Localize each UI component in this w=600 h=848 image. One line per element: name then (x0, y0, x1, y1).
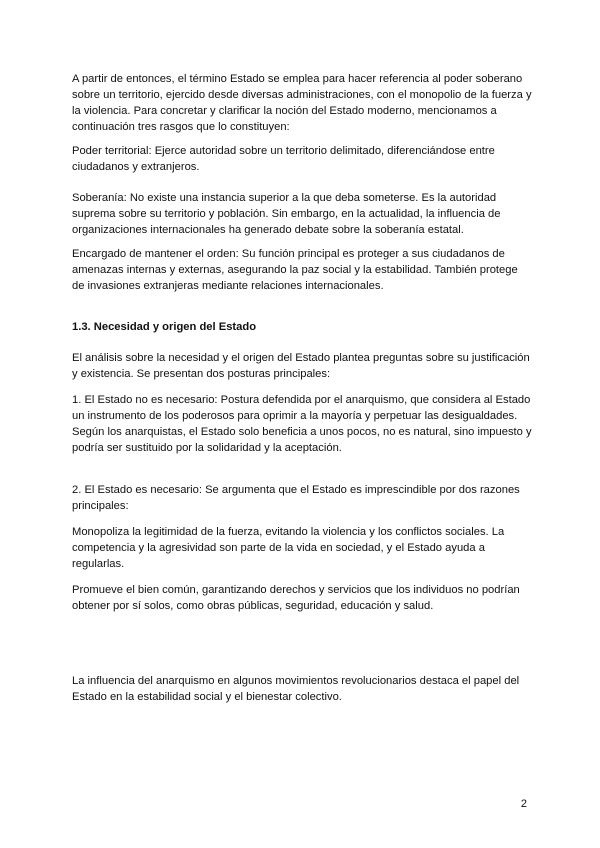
paragraph-mantener-orden: Encargado de mantener el orden: Su función principal es proteger a sus ciudadanos de amenazas internas y externas, asegurando la paz social y la estabilidad. También protege de invasiones extranjeras mediante relaciones internacionales. (72, 248, 518, 292)
section-heading: 1.3. Necesidad y origen del Estado (72, 321, 257, 333)
paragraph-soberania: Soberanía: No existe una instancia superior a la que deba someterse. Es la autoridad suprema sobre su territorio y población. Sin embargo, en la actualidad, la influencia de organizaciones internacionales ha generado debate sobre la soberanía estatal. (72, 192, 501, 236)
paragraph-bien-comun: Promueve el bien común, garantizando derechos y servicios que los individuos no podrían obtener por sí solos, como obras públicas, seguridad, educación y salud. (72, 584, 520, 612)
paragraph-necesario: 2. El Estado es necesario: Se argumenta que el Estado es imprescindible por dos razones principales: (72, 484, 520, 512)
paragraph-monopoliza: Monopoliza la legitimidad de la fuerza, evitando la violencia y los conflictos sociales. La competencia y la agresividad son parte de la vida en sociedad, y el Estado ayuda a regularlas. (72, 526, 505, 570)
page-number: 2 (520, 798, 527, 810)
paragraph-influencia-anarquismo: La influencia del anarquismo en algunos movimientos revolucionarios destaca el papel del Estado en la estabilidad social y el bienestar colectivo. (72, 675, 520, 703)
paragraph-intro-estado: A partir de entonces, el término Estado se emplea para hacer referencia al poder soberano sobre un territorio, ejercido desde diversas administraciones, con el monopolio de la fuerza y la violencia. Para concretar y clarificar la noción del Estado moderno, mencionamos a continuación tres rasgos que lo constituyen: (72, 73, 532, 133)
paragraph-poder-territorial: Poder territorial: Ejerce autoridad sobre un territorio delimitado, diferenciándose entre ciudadanos y extranjeros. (72, 145, 495, 173)
paragraph-no-necesario: 1. El Estado no es necesario: Postura defendida por el anarquismo, que considera al Estado un instrumento de los poderosos para oprimir a la mayoría y perpetuar las desigualdades. Según los anarquistas, el Estado solo beneficia a unos pocos, no es natural, sino impuesto y podría ser sustituido por la solidaridad y la aceptación. (72, 394, 532, 454)
paragraph-analisis: El análisis sobre la necesidad y el origen del Estado plantea preguntas sobre su justificación y existencia. Se presentan dos posturas principales: (72, 352, 530, 380)
